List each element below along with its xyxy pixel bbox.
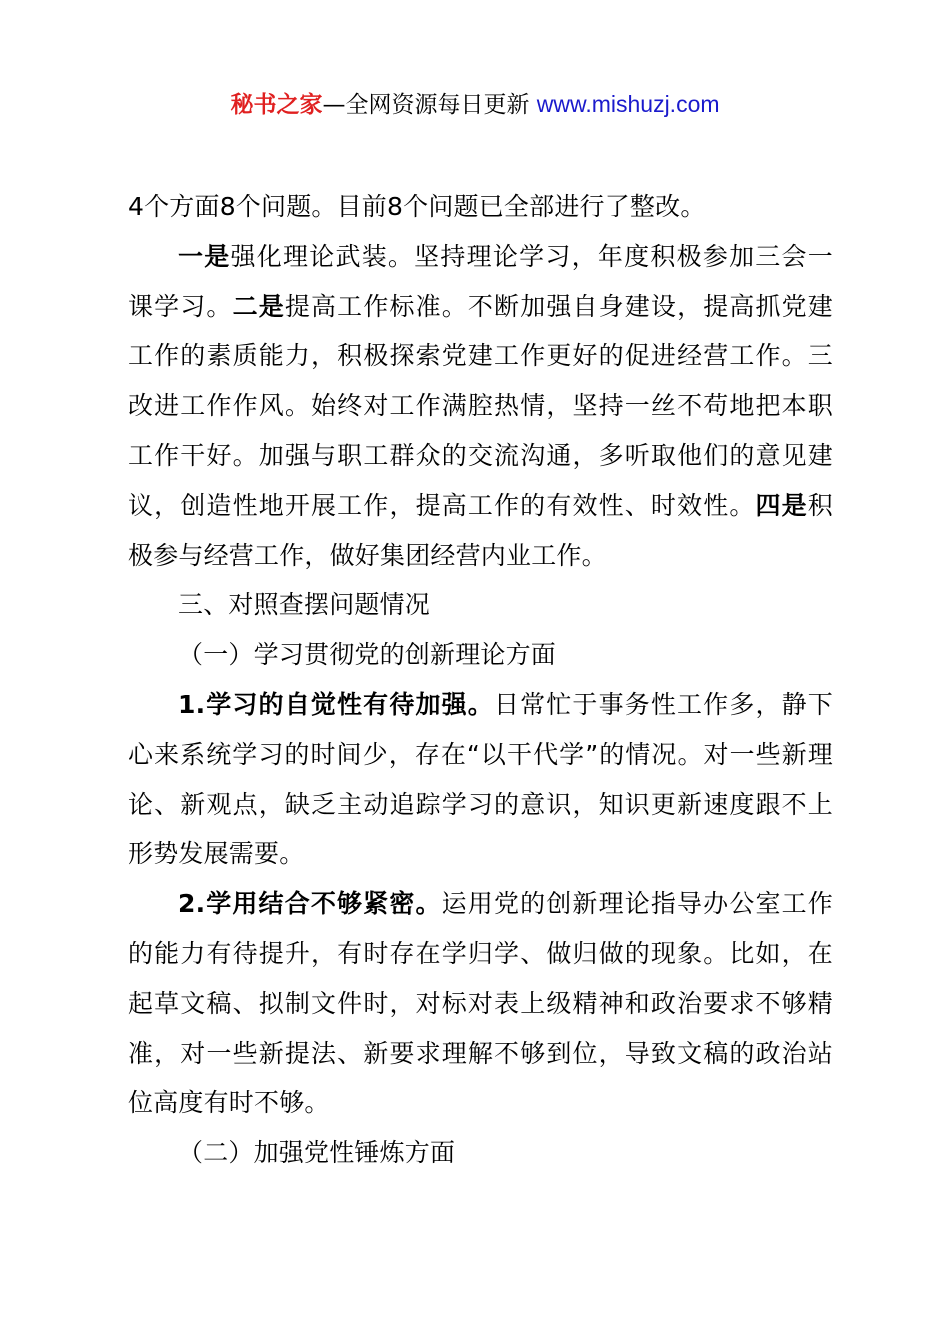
subsection-heading-1: （一）学习贯彻党的创新理论方面 <box>178 640 557 670</box>
text-fourth: 积极参与经营工作，做好集团经营内业工作。 <box>128 490 833 570</box>
text-second: 提高工作标准。不断加强自身建设，提高抓党建工作的素质能力，积极探索党建工作更好的促进经营工作。三改进工作作风。始终对工作满腔热情，坚持一丝不苟地把本职工作干好。加强与职工群众的交流沟通，多听取他们的意见建议，创造性地开展工作，提高工作的有效性、时效性。 <box>128 291 833 520</box>
paragraph-summary: 4个方面8个问题。目前8个问题已全部进行了整改。 <box>128 192 706 221</box>
issue-1-title: 1.学习的自觉性有待加强。 <box>178 689 494 719</box>
subsection-heading-2: （二）加强党性锤炼方面 <box>178 1138 456 1168</box>
paragraph-issue-2 <box>128 879 833 1128</box>
issue-2-text: 运用党的创新理论指导办公室工作的能力有待提升，有时存在学归学、做归做的现象。比如，在起草文稿、拟制文件时，对标对表上级精神和政治要求不够精准，对一些新提法、新要求理解不够到位，导致文稿的政治站位高度有时不够。 <box>128 889 833 1118</box>
header-tagline: —全网资源每日更新 <box>322 92 530 118</box>
brand-name: 秘书之家 <box>230 92 323 118</box>
document-body <box>128 182 833 1178</box>
paragraph-rectification-measures <box>128 232 833 581</box>
section-heading-3: 三、对照查摆问题情况 <box>178 590 431 620</box>
label-fourth: 四是 <box>755 490 808 520</box>
issue-1-text: 日常忙于事务性工作多，静下心来系统学习的时间少，存在“以干代学”的情况。对一些新理论、新观点，缺乏主动追踪学习的意识，知识更新速度跟不上形势发展需要。 <box>128 689 833 869</box>
site-url-link[interactable]: www.mishuzj.com <box>536 91 720 117</box>
label-second: 二是 <box>232 291 285 321</box>
paragraph-issue-1 <box>128 680 833 879</box>
issue-2-title: 2.学用结合不够紧密。 <box>178 889 442 919</box>
site-header <box>0 86 950 123</box>
text-first: 强化理论武装。坚持理论学习，年度积极参加三会一课学习。 <box>128 241 833 321</box>
label-first: 一是 <box>178 241 231 271</box>
